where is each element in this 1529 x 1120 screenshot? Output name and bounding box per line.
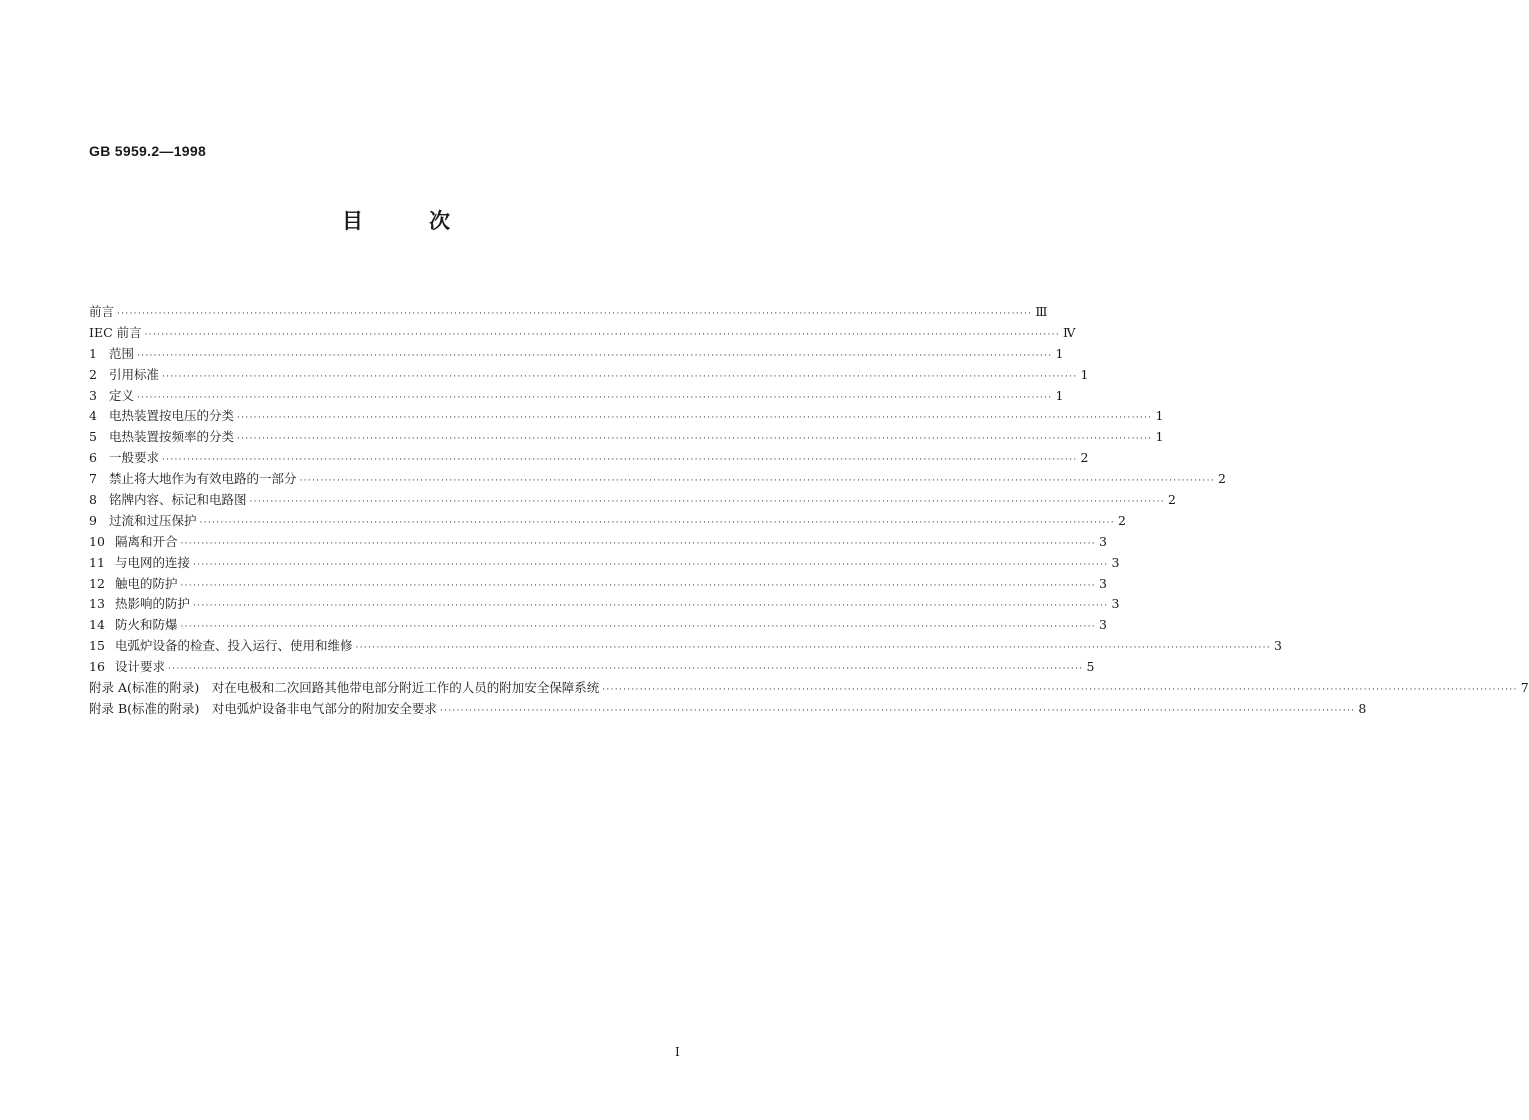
toc-entry-label	[89, 344, 134, 365]
toc-entry-text: 铭牌内容、标记和电路图	[109, 492, 247, 508]
toc-entry-text: 电弧炉设备的检查、投入运行、使用和维修	[115, 638, 353, 654]
dot-leader: ····························································································································································································································	[602, 685, 1518, 696]
toc-entry-text: 引用标准	[109, 366, 160, 382]
toc-entry-label	[89, 448, 159, 469]
toc-entry[interactable]	[89, 678, 1529, 699]
toc-entry-label	[89, 406, 234, 427]
toc-entry[interactable]	[89, 615, 1107, 636]
title-char-1: 目	[342, 209, 363, 233]
toc-entry-label	[89, 574, 178, 595]
toc-entry-label	[89, 365, 159, 386]
toc-entry-label	[89, 532, 178, 553]
toc-entry-text: 热影响的防护	[115, 596, 191, 612]
toc-entry-page: 3	[1273, 638, 1282, 654]
title-char-2: 次	[429, 209, 450, 233]
toc-entry[interactable]	[89, 636, 1282, 657]
toc-entry-text: 设计要求	[115, 659, 166, 675]
toc-entry-page: 1	[1155, 429, 1164, 445]
toc-entry[interactable]	[89, 427, 1164, 448]
toc-entry-text: 与电网的连接	[115, 554, 191, 570]
toc-entry[interactable]	[89, 657, 1095, 678]
dot-leader: ····························································································································································································································	[439, 705, 1356, 716]
toc-entry-page: 3	[1098, 533, 1107, 549]
dot-leader: ····························································································································································································································	[137, 392, 1053, 403]
toc-entry-number: 8	[89, 492, 97, 508]
page-number: Ⅰ	[675, 1045, 680, 1059]
dot-leader: ····························································································································································································································	[168, 664, 1084, 675]
toc-entry-number: 4	[89, 408, 97, 424]
toc-entry-page: 3	[1111, 596, 1120, 612]
toc-entry-text: 过流和过压保护	[109, 512, 197, 528]
toc-entry-number: 6	[89, 450, 97, 466]
toc-entry-text: 附录 B(标准的附录) 对电弧炉设备非电气部分的附加安全要求	[89, 700, 437, 716]
toc-entry[interactable]	[89, 448, 1089, 469]
toc-entry[interactable]	[89, 323, 1076, 344]
toc-entry-number: 11	[89, 554, 105, 570]
dot-leader: ····························································································································································································································	[117, 309, 1033, 319]
toc-entry-page: 5	[1086, 659, 1095, 675]
toc-entry[interactable]	[89, 699, 1367, 720]
toc-entry[interactable]	[89, 490, 1176, 511]
toc-entry-label	[89, 469, 297, 490]
toc-entry-page: 8	[1358, 700, 1367, 716]
toc-entry[interactable]	[89, 511, 1126, 532]
page-title	[0, 205, 792, 235]
dot-leader: ····························································································································································································································	[193, 559, 1109, 570]
dot-leader: ····························································································································································································································	[180, 622, 1096, 633]
dot-leader: ····························································································································································································································	[162, 455, 1078, 466]
toc-entry-number: 12	[89, 575, 105, 591]
toc-entry-page: 2	[1217, 471, 1226, 487]
toc-entry-text: IEC 前言	[89, 324, 142, 340]
toc-entry-page: Ⅲ	[1035, 304, 1048, 319]
toc-entry[interactable]	[89, 344, 1064, 365]
toc-entry-page: 3	[1098, 575, 1107, 591]
toc-entry-number: 14	[89, 617, 105, 633]
toc-entry[interactable]	[89, 365, 1089, 386]
toc-entry-text: 附录 A(标准的附录) 对在电极和二次回路其他带电部分附近工作的人员的附加安全保障系统	[89, 680, 600, 696]
toc-entry-text: 禁止将大地作为有效电路的一部分	[109, 471, 297, 487]
dot-leader: ····························································································································································································································	[193, 601, 1109, 612]
toc-entry-number: 2	[89, 366, 97, 382]
toc-entry-text: 电热装置按电压的分类	[109, 408, 235, 424]
dot-leader: ····························································································································································································································	[355, 643, 1271, 654]
toc-entry-text: 定义	[109, 387, 135, 403]
dot-leader: ····························································································································································································································	[237, 413, 1153, 424]
toc-entry-text: 防火和防爆	[115, 617, 178, 633]
toc-entry-number: 10	[89, 533, 105, 549]
toc-entry[interactable]	[89, 302, 1048, 323]
toc-entry-label	[89, 302, 114, 323]
toc-entry[interactable]	[89, 532, 1107, 553]
toc-entry-page: 1	[1055, 345, 1064, 361]
dot-leader: ····························································································································································································································	[144, 329, 1060, 340]
dot-leader: ····························································································································································································································	[299, 476, 1215, 487]
toc-entry-number: 16	[89, 659, 105, 675]
toc-entry[interactable]	[89, 594, 1120, 615]
toc-entry-page: 1	[1155, 408, 1164, 424]
dot-leader: ····························································································································································································································	[137, 350, 1053, 361]
toc-entry[interactable]	[89, 574, 1107, 595]
toc-entry-number: 1	[89, 345, 97, 361]
toc-entry-page: 7	[1520, 680, 1529, 696]
toc-entry-number: 9	[89, 512, 97, 528]
dot-leader: ····························································································································································································································	[180, 580, 1096, 591]
toc-entry[interactable]	[89, 553, 1120, 574]
table-of-contents	[89, 302, 1529, 720]
toc-entry-page: 3	[1111, 554, 1120, 570]
toc-entry-number: 13	[89, 596, 105, 612]
toc-entry-text: 前言	[89, 304, 115, 319]
standard-code: GB 5959.2—1998	[89, 143, 207, 159]
toc-entry-label	[89, 678, 599, 699]
toc-entry-page: 1	[1080, 366, 1089, 382]
toc-entry-text: 范围	[109, 345, 135, 361]
toc-entry-page: 2	[1117, 512, 1126, 528]
toc-entry-page: Ⅳ	[1063, 324, 1076, 340]
toc-entry[interactable]	[89, 469, 1226, 490]
toc-entry-label	[89, 615, 178, 636]
toc-entry-label	[89, 490, 247, 511]
toc-entry-label	[89, 699, 437, 720]
dot-leader: ····························································································································································································································	[249, 497, 1165, 508]
toc-entry-page: 3	[1098, 617, 1107, 633]
toc-entry-label	[89, 594, 190, 615]
toc-entry-page: 2	[1080, 450, 1089, 466]
toc-entry-page: 1	[1055, 387, 1064, 403]
toc-entry-label	[89, 323, 142, 344]
toc-entry-number: 3	[89, 387, 97, 403]
dot-leader: ····························································································································································································································	[162, 371, 1078, 382]
toc-entry-label	[89, 657, 165, 678]
dot-leader: ····························································································································································································································	[237, 434, 1153, 445]
toc-entry[interactable]	[89, 386, 1064, 407]
toc-entry-label	[89, 553, 190, 574]
toc-entry-text: 隔离和开合	[115, 533, 178, 549]
dot-leader: ····························································································································································································································	[199, 517, 1115, 528]
toc-entry-page: 2	[1167, 492, 1176, 508]
toc-entry-number: 7	[89, 471, 97, 487]
toc-entry-number: 15	[89, 638, 105, 654]
toc-entry-label	[89, 386, 134, 407]
toc-entry-number: 5	[89, 429, 97, 445]
toc-entry-text: 电热装置按频率的分类	[109, 429, 235, 445]
dot-leader: ····························································································································································································································	[180, 538, 1096, 549]
toc-entry-label	[89, 511, 197, 532]
toc-entry-text: 触电的防护	[115, 575, 178, 591]
toc-entry-text: 一般要求	[109, 450, 160, 466]
toc-entry-label	[89, 427, 234, 448]
toc-entry[interactable]	[89, 406, 1164, 427]
toc-entry-label	[89, 636, 353, 657]
